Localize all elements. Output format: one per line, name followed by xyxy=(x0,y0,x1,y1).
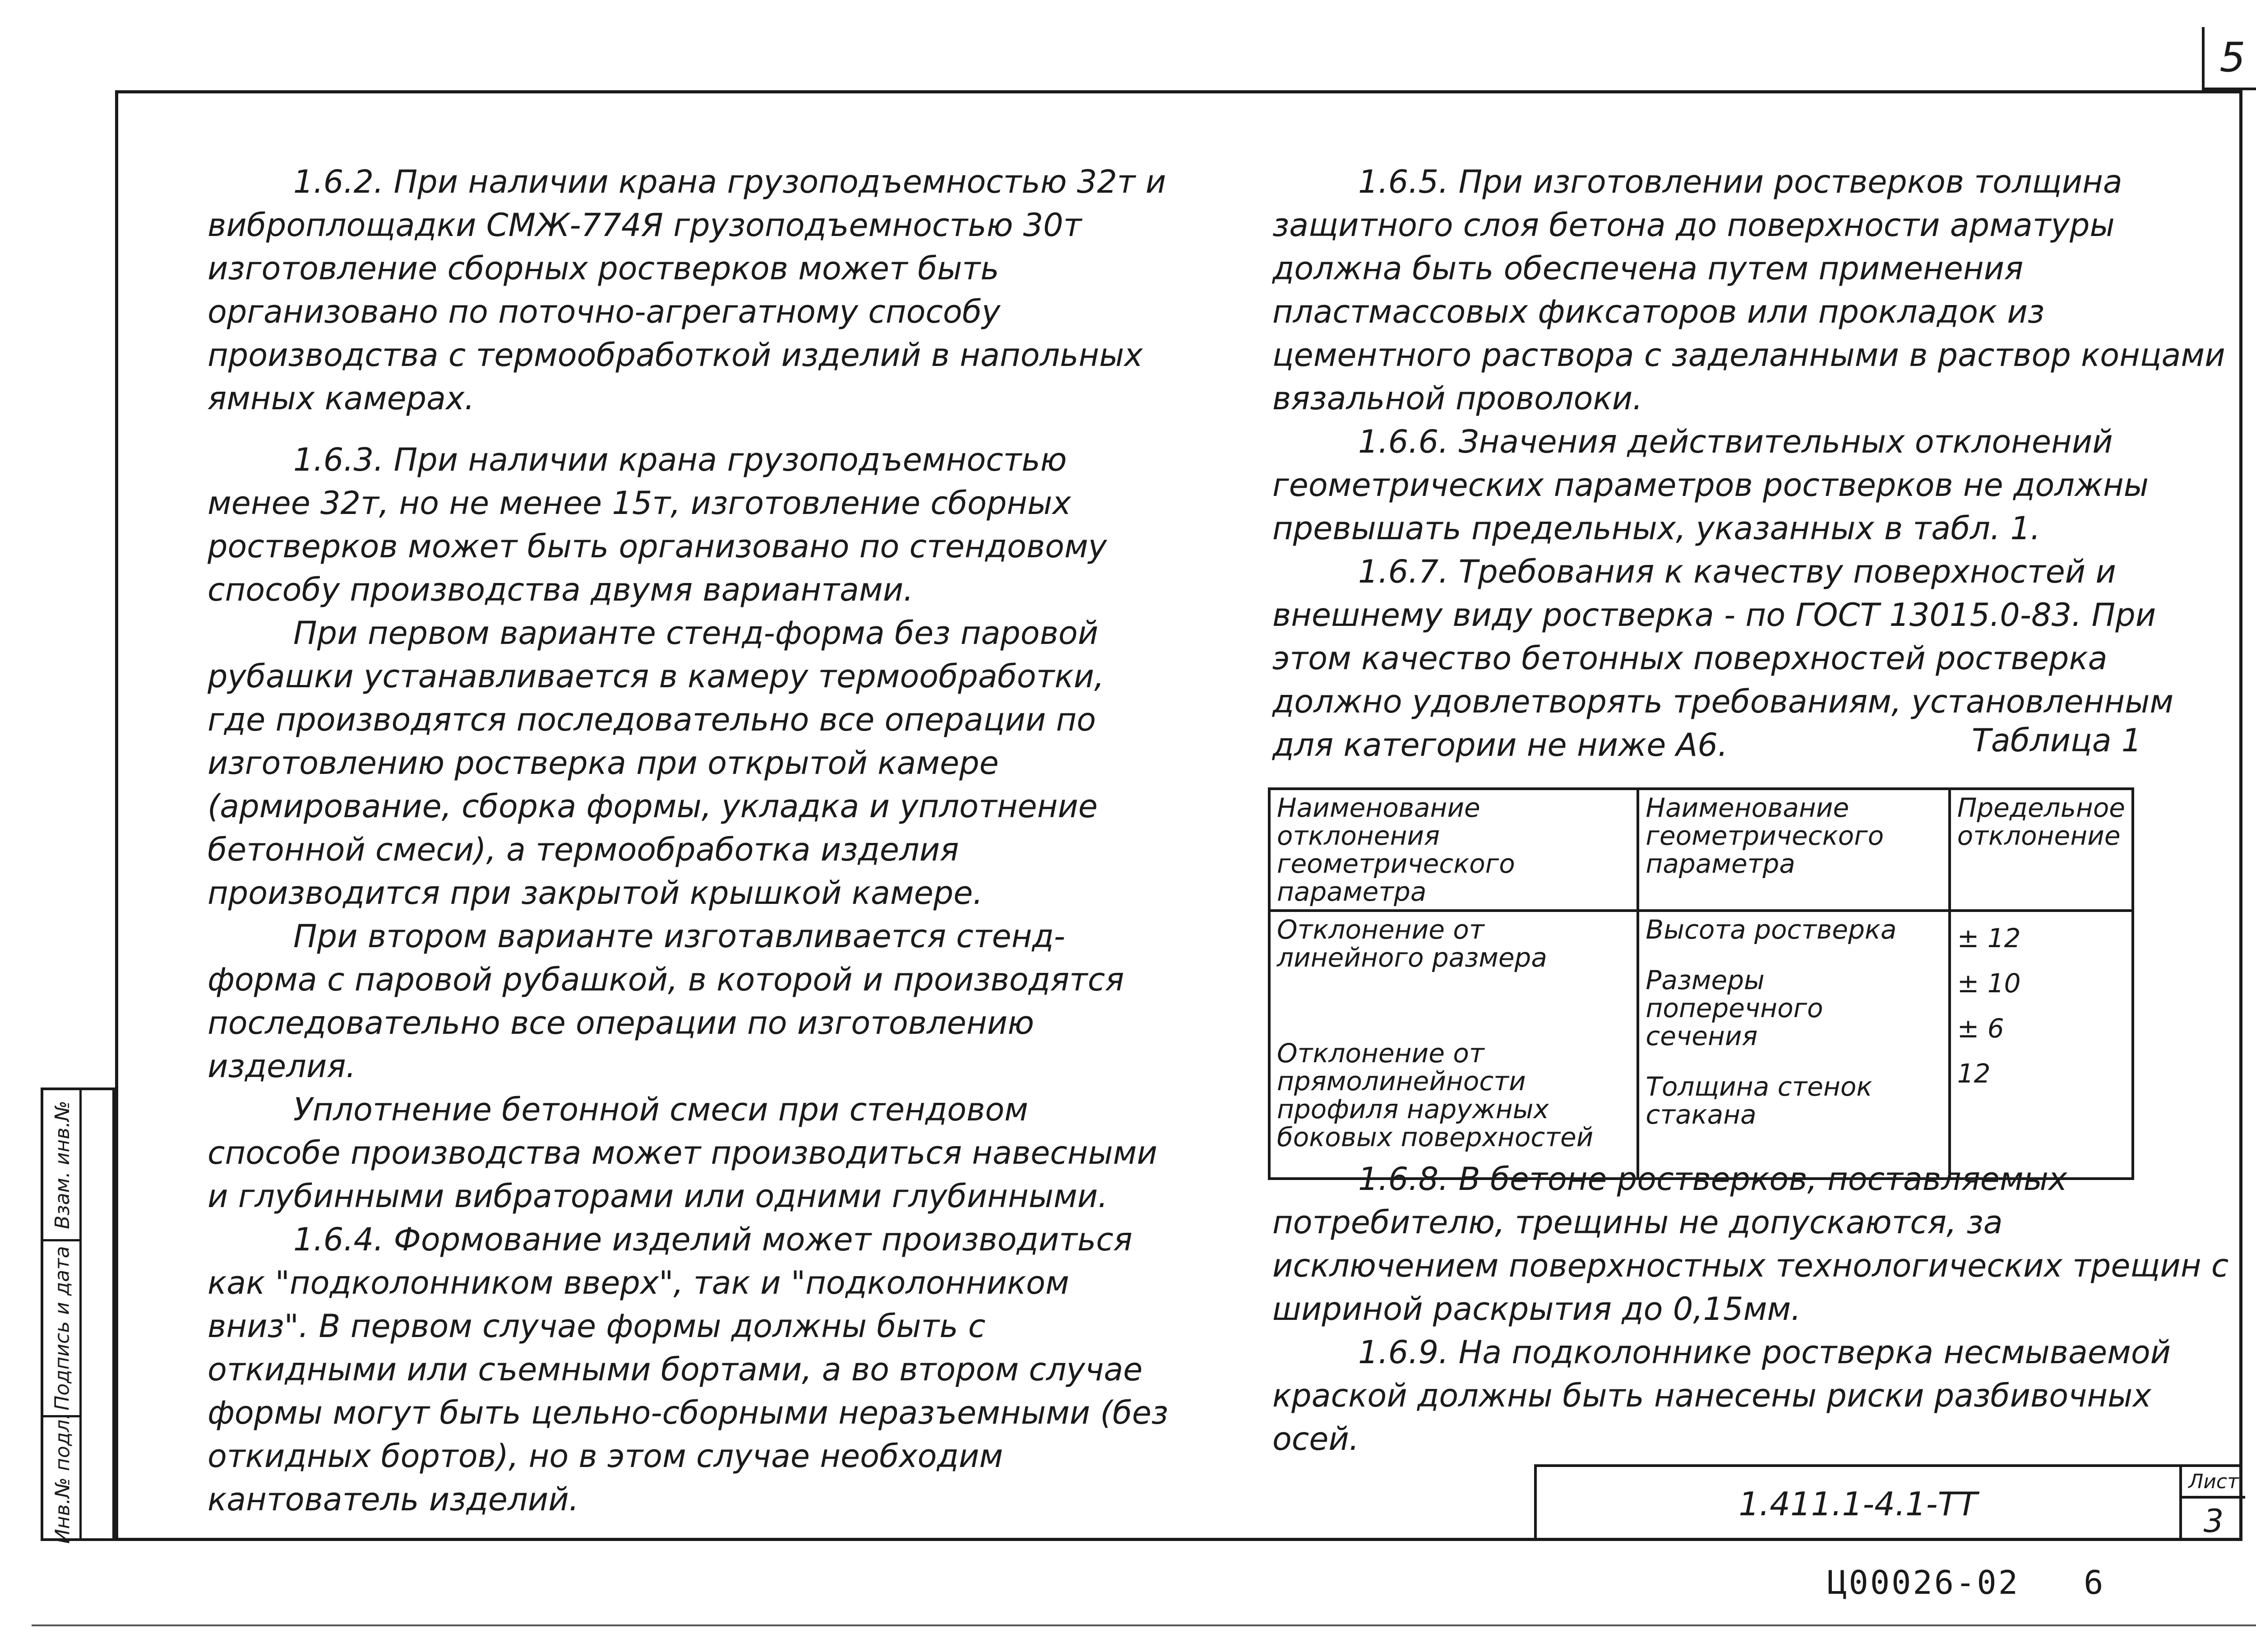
trim-line xyxy=(32,1624,2256,1626)
paragraph: Уплотнение бетонной смеси при стендовом способе производства может производиться навесными и глубинными вибраторами или одними глубинными. xyxy=(208,1091,1157,1215)
table-cell xyxy=(1950,911,2133,1179)
archive-mark: Ц00026-02 6 xyxy=(1827,1564,2105,1601)
paragraph: При втором варианте изготавливается стенд-форма с паровой рубашкой, в которой и производятся последовательно все операции по изготовлению изделия. xyxy=(208,918,1124,1085)
limit-value: 12 xyxy=(1957,1058,1991,1089)
page-corner-number: 5 xyxy=(2202,27,2256,90)
paragraph: 1.6.8. В бетоне ростверков, поставляемых потребителю, трещины не допускаются, за исключением поверхностных технологических трещин с шириной раскрытия до 0,15мм. xyxy=(1272,1161,2229,1328)
table-header-cell: Наименование отклонения геометрического параметра xyxy=(1269,789,1638,911)
table-header-cell: Предельное отклонение xyxy=(1950,789,2133,911)
sheet-label: Лист xyxy=(2182,1467,2245,1499)
deviation-table xyxy=(1268,787,2134,1180)
limit-value: ± 12 xyxy=(1957,923,2021,953)
table-header-cell: Наименование геометрического параметра xyxy=(1638,789,1949,911)
title-block xyxy=(1534,1464,2242,1541)
table-cell xyxy=(1638,911,1949,1179)
limit-value: ± 10 xyxy=(1957,968,2021,999)
limit-value: ± 6 xyxy=(1957,1013,2004,1044)
paragraph: 1.6.5. При изготовлении ростверков толщина защитного слоя бетона до поверхности арматуры должна быть обеспечена путем применения пластмассовых фиксаторов или прокладок из цементного раствора с заделанными в раствор концами вязальной проволоки. xyxy=(1272,163,2225,417)
paragraph: 1.6.7. Требования к качеству поверхностей и внешнему виду ростверка - по ГОСТ 13015.0-83. При этом качество бетонных поверхностей ростверка должно удовлетворять требованиям, установленным для категории не ниже А6. xyxy=(1272,553,2174,764)
side-stamp-label: Взам. инв.№ xyxy=(51,1100,74,1229)
after-table-text xyxy=(1272,1157,2233,1461)
paragraph: 1.6.2. При наличии крана грузоподъемностью 32т и виброплощадки СМЖ-774Я грузоподъемностью 30т изготовление сборных ростверков может быть организовано по поточно-агрегатному способу производства с термообработкой изделий в напольных ямных камерах. xyxy=(208,163,1166,417)
side-stamp-cell xyxy=(43,1413,82,1544)
parameter-name: Высота ростверка xyxy=(1646,914,1897,945)
side-stamp-cell xyxy=(43,1090,82,1241)
parameter-name: Толщина стенок стакана xyxy=(1646,1071,1872,1130)
paragraph: 1.6.6. Значения действительных отклонений геометрических параметров ростверков не должны превышать предельных, указанных в табл. 1. xyxy=(1272,423,2149,547)
side-stamp xyxy=(41,1087,115,1544)
side-stamp-cell xyxy=(43,1241,82,1417)
table-row xyxy=(1269,911,2133,1179)
table-header-row xyxy=(1269,789,2133,911)
side-stamp-label: Инв.№ подл. xyxy=(51,1413,74,1544)
right-text-column xyxy=(1272,160,2233,767)
left-text-column xyxy=(208,160,1169,1521)
deviation-name: Отклонение от линейного размера xyxy=(1277,914,1547,973)
paragraph: При первом варианте стенд-форма без паровой рубашки устанавливается в камеру термообработки, где производятся последовательно все операции по изготовлению ростверка при открытой камере (армирование, сборка формы, укладка и уплотнение бетонной смеси), а термообработка изделия производится при закрытой крышкой камере. xyxy=(208,615,1105,912)
paragraph: 1.6.4. Формование изделий может производиться как "подколонником вверх", так и "подколонником вниз". В первом случае формы должны быть с откидными или съемными бортами, а во втором случае формы могут быть цельно-сборными неразъемными (без откидных бортов), но в этом случае необходим кантователь изделий. xyxy=(208,1221,1169,1518)
paragraph: 1.6.9. На подколоннике ростверка несмываемой краской должны быть нанесены риски разбивочных осей. xyxy=(1272,1334,2171,1458)
side-stamp-label: Подпись и дата xyxy=(51,1246,74,1411)
table-cell xyxy=(1269,911,1638,1179)
sheet-number: 3 xyxy=(2203,1503,2224,1540)
parameter-name: Размеры поперечного сечения xyxy=(1646,965,1823,1051)
table-caption: Таблица 1 xyxy=(1972,722,2142,759)
paragraph: 1.6.3. При наличии крана грузоподъемностью менее 32т, но не менее 15т, изготовление сборных ростверков может быть организовано по стендовому способу производства двумя вариантами. xyxy=(208,441,1107,608)
document-code: 1.411.1-4.1-ТТ xyxy=(1537,1467,2182,1541)
deviation-name: Отклонение от прямолинейности профиля наружных боковых поверхностей xyxy=(1277,1038,1594,1152)
side-stamp-labels xyxy=(43,1090,82,1544)
